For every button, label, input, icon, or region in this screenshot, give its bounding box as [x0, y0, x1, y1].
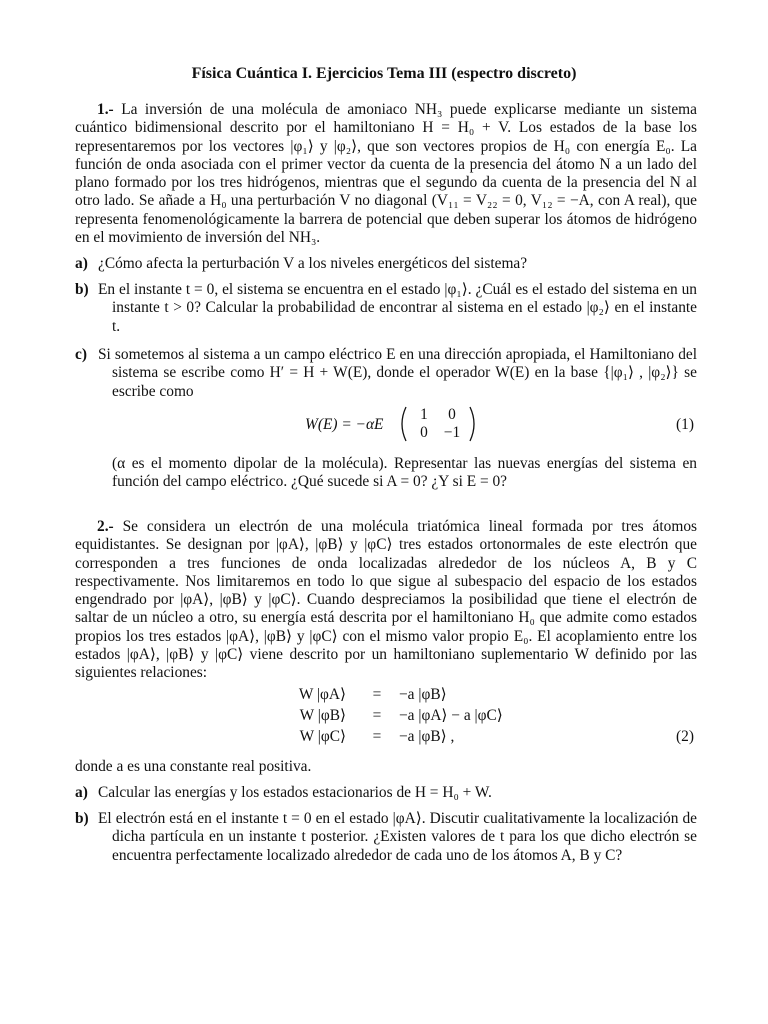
problem-2-number: 2.-	[97, 518, 114, 535]
problem-2-text: Se considera un electrón de una molécula triatómica lineal formada por tres átomos equidistantes. Se designan por |φA⟩, |φB⟩ y |φC⟩ tres estados ortonormales de este electrón que corresponden a tres funciones de onda localizadas alrededor de los núcleos A, B y C respectivamente. Nos limitaremos en todo lo que sigue al subespacio del espacio de los estados engendrado por |φA⟩, |φB⟩ y |φC⟩. Cuando despreciamos la posibilidad que tiene el electrón de saltar de un núcleo a otro, su energía está descrita por el hamiltoniano H₀ que admite como estados propios los tres estados |φA⟩, |φB⟩ y |φC⟩ con el mismo valor propio E₀. El acoplamiento entre los estados |φA⟩, |φB⟩ y |φC⟩ viene descrito por un hamiltoniano suplementario W definido por las siguientes relaciones:	[75, 518, 697, 682]
equation-2-rhs-2: −a |φA⟩ − a |φC⟩	[399, 707, 503, 724]
equation-2-lhs-2: W |φB⟩	[299, 707, 346, 724]
problem-1-part-c-continued: (α es el momento dipolar de la molécula). Representar las nuevas energías del sistema en función del campo eléctrico. ¿Qué sucede si A = 0? ¿Y si E = 0?	[112, 455, 697, 491]
equation-2-sign-3: =	[372, 728, 382, 745]
equation-2-sign-2: =	[372, 707, 382, 724]
problem-1-part-b	[75, 281, 697, 336]
problem-2-part-b	[75, 810, 697, 865]
equation-2-rhs-3: −a |φB⟩ ,	[399, 728, 455, 745]
part-label: b)	[75, 281, 89, 298]
problem-1-number: 1.-	[97, 101, 114, 118]
equation-2-sign-1: =	[372, 686, 382, 703]
equation-1-matrix	[398, 406, 478, 442]
equation-1-lhs: W(E) = −αE	[305, 416, 384, 433]
part-label: a)	[75, 784, 88, 801]
part-text: ¿Cómo afecta la perturbación V a los niveles energéticos del sistema?	[98, 255, 528, 272]
problem-2-part-a	[75, 784, 697, 802]
problem-1-part-a	[75, 255, 697, 273]
matrix-cell-12: 0	[448, 406, 456, 423]
page-title: Física Cuántica I. Ejercicios Tema III (espectro discreto)	[191, 65, 577, 82]
part-text: Calcular las energías y los estados estacionarios de H = H₀ + W.	[98, 784, 492, 801]
part-text: En el instante t = 0, el sistema se encuentra en el estado |φ₁⟩. ¿Cuál es el estado del sistema en un instante t > 0? Calcular la probabilidad de encontrar al sistema en el estado |φ₂⟩ en el instante t.	[98, 281, 697, 335]
problem-2-intro	[75, 518, 697, 683]
part-text: El electrón está en el instante t = 0 en el estado |φA⟩. Discutir cualitativamente la localización de dicha partícula en un instante t posterior. ¿Existen valores de t para los que dicho electrón se encuentra perfectamente localizado alrededor de cada uno de los átomos A, B y C?	[98, 810, 697, 864]
problem-2-after-equation: donde a es una constante real positiva.	[75, 758, 312, 775]
matrix-cell-11: 1	[420, 406, 428, 423]
equation-2-rhs	[399, 684, 599, 747]
equation-2-rhs-1: −a |φB⟩	[399, 686, 447, 703]
matrix-brackets	[398, 406, 478, 442]
equation-2-number: (2)	[676, 728, 694, 745]
equation-1-number: (1)	[676, 416, 694, 433]
problem-1-text: La inversión de una molécula de amoniaco NH₃ puede explicarse mediante un sistema cuántico bidimensional descrito por el hamiltoniano H = H₀ + V. Los estados de la base los representaremos por los vectores |φ₁⟩ y |φ₂⟩, que son vectores propios de H₀ con energía E₀. La función de onda asociada con el primer vector da cuenta de la presencia del átomo N a un lado del plano formado por los tres hidrógenos, mientras que el segundo da cuenta de la presencia del N al otro lado. Se añade a H₀ una perturbación V no diagonal (V₁₁ = V₂₂ = 0, V₁₂ = −A, con A real), que representa fenomenológicamente la barrera de potencial que deben superar los átomos de hidrógeno en el movimiento de inversión del NH₃.	[75, 101, 697, 247]
matrix-cell-21: 0	[420, 424, 428, 441]
part-text: Si sometemos al sistema a un campo eléctrico E en una dirección apropiada, el Hamiltoniano del sistema se escribe como H′ = H + W(E), donde el operador W(E) en la base {|φ₁⟩ , |φ₂⟩} se escribe como	[98, 346, 697, 400]
problem-1-intro	[75, 101, 697, 247]
part-label: a)	[75, 255, 88, 272]
matrix-cell-22: −1	[443, 424, 461, 441]
part-label: b)	[75, 810, 89, 827]
equation-2-lhs-3: W |φC⟩	[299, 728, 346, 745]
equation-2-lhs-1: W |φA⟩	[298, 686, 346, 703]
equation-2-lhs	[286, 684, 346, 747]
problem-1-part-c	[75, 346, 697, 401]
equation-2-signs	[369, 684, 385, 747]
part-label: c)	[75, 346, 87, 363]
